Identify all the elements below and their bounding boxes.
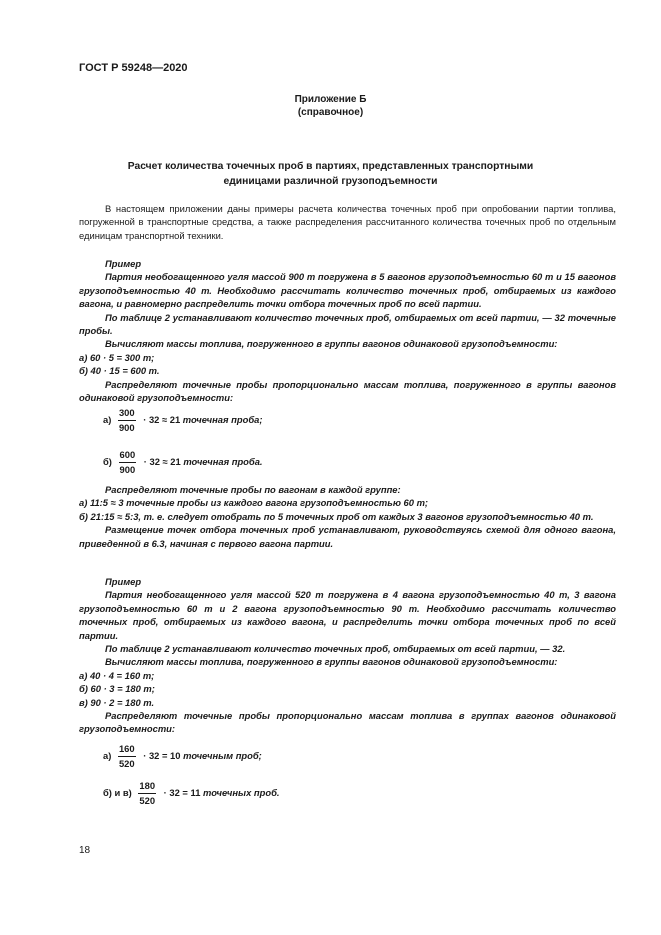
formula-result: · 32 ≈ 21 xyxy=(143,413,181,425)
fraction-numerator: 180 xyxy=(138,779,156,794)
example-2-calc-b: б) 60 · 3 = 180 т; xyxy=(79,683,155,695)
example-1-paragraph-6: Размещение точек отбора точечных проб устанавливают, руководствуясь схемой для одного вагона, приведенной в 6.3, начиная с первого вагона партии. xyxy=(79,524,616,549)
formula-prefix: а) xyxy=(103,749,112,761)
example-1 xyxy=(79,257,616,404)
example-2-formula-a xyxy=(103,742,262,771)
formula-result: · 32 ≈ 21 xyxy=(143,455,181,467)
formula-prefix: а) xyxy=(103,413,112,425)
formula-text: точечная проба. xyxy=(183,455,263,467)
fraction-numerator: 300 xyxy=(118,406,136,421)
fraction-numerator: 160 xyxy=(118,742,136,757)
fraction-denominator: 520 xyxy=(139,795,156,806)
fraction-denominator: 900 xyxy=(118,422,135,433)
example-2-heading: Пример xyxy=(105,576,142,587)
intro-paragraph xyxy=(79,202,616,242)
formula-text: точечным проб; xyxy=(183,749,262,761)
example-1-paragraph-5: Распределяют точечные пробы по вагонам в каждой группе: xyxy=(105,484,401,495)
example-1-paragraph-4: Распределяют точечные пробы пропорционально массам топлива, погруженного в группы вагонов одинаковой грузоподъемности: xyxy=(79,378,616,404)
section-title-line-1: Расчет количества точечных проб в партиях, представленных транспортными xyxy=(127,161,534,172)
formula-result: · 32 = 11 xyxy=(163,786,201,798)
example-1-heading: Пример xyxy=(105,258,142,269)
formula-prefix: б) xyxy=(103,455,112,467)
formula-text: точечная проба; xyxy=(182,413,263,425)
appendix-label: Приложение Б xyxy=(294,94,367,105)
example-1-calc-b: б) 40 · 15 = 600 т. xyxy=(79,365,160,377)
formula-text: точечных проб. xyxy=(203,786,280,798)
example-1-continued xyxy=(79,483,616,550)
fraction xyxy=(138,779,156,808)
example-1-dist-b: б) 21:15 ≈ 5:3, т. е. следует отобрать по 5 точечных проб от каждых 3 вагонов грузоподъемностью 40 т. xyxy=(79,510,594,522)
section-title-line-2: единицами различной грузоподъемности xyxy=(223,176,438,187)
fraction xyxy=(119,448,137,477)
appendix-type: (справочное) xyxy=(297,107,364,118)
example-2-paragraph-4: Распределяют точечные пробы пропорционально массам топлива в группах вагонов одинаковой грузоподъемности: xyxy=(79,710,616,735)
example-2-calc-c: в) 90 · 2 = 180 т. xyxy=(79,696,155,708)
example-1-dist-a: а) 11:5 ≈ 3 точечные пробы из каждого вагона грузоподъемностью 60 т; xyxy=(79,497,429,509)
example-1-paragraph-3: Вычисляют массы топлива, погруженного в группы вагонов одинаковой грузоподъемности: xyxy=(105,338,558,350)
formula-result: · 32 = 10 xyxy=(143,749,181,761)
fraction xyxy=(118,742,136,771)
example-2-paragraph-2: По таблице 2 устанавливают количество точечных проб, отбираемых от всей партии, — 32. xyxy=(105,643,566,655)
fraction-denominator: 520 xyxy=(118,758,135,769)
example-1-formula-b xyxy=(103,448,263,477)
example-1-paragraph-2: По таблице 2 устанавливают количество точечных проб, отбираемых от всей партии, — 32 точечные пробы. xyxy=(79,311,616,337)
example-2 xyxy=(79,575,616,736)
example-2-formula-b xyxy=(103,779,279,808)
fraction-numerator: 600 xyxy=(119,448,137,463)
page-number: 18 xyxy=(79,845,91,856)
section-title xyxy=(90,159,571,189)
intro-text: В настоящем приложении даны примеры расчета количества точечных проб при опробовании партии топлива, погруженной в транспортные средства, а также распределения рассчитанного количества точечных проб по отдельным единицам транспортной техники. xyxy=(79,203,616,241)
document-code: ГОСТ Р 59248—2020 xyxy=(79,62,188,74)
example-1-formula-a xyxy=(103,406,262,435)
example-2-paragraph-3: Вычисляют массы топлива, погруженного в группы вагонов одинаковой грузоподъемности: xyxy=(105,656,558,668)
example-2-paragraph-1: Партия необогащенного угля массой 520 т погружена в 4 вагона грузоподъемностью 40 т, 3 вагона грузоподъемностью 60 т и 2 вагона грузоподъемностью 90 т. Необходимо рассчитать количество точечных проб, отбираемых из каждого вагона, и распределить точки отбора точечных проб по всей партии. xyxy=(79,589,616,641)
example-2-calc-a: а) 40 · 4 = 160 т; xyxy=(79,669,155,681)
example-1-paragraph-1: Партия необогащенного угля массой 900 т погружена в 5 вагонов грузоподъемностью 60 т и 15 вагонов грузоподъемностью 40 т. Необходимо рассчитать количество точечных проб, отбираемых из каждого вагона, и равномерно распределить точки отбора точечных проб по всей партии. xyxy=(79,271,616,310)
formula-prefix: б) и в) xyxy=(103,786,132,798)
example-1-calc-a: а) 60 · 5 = 300 т; xyxy=(79,351,155,363)
fraction xyxy=(118,406,136,435)
fraction-denominator: 900 xyxy=(119,464,136,475)
